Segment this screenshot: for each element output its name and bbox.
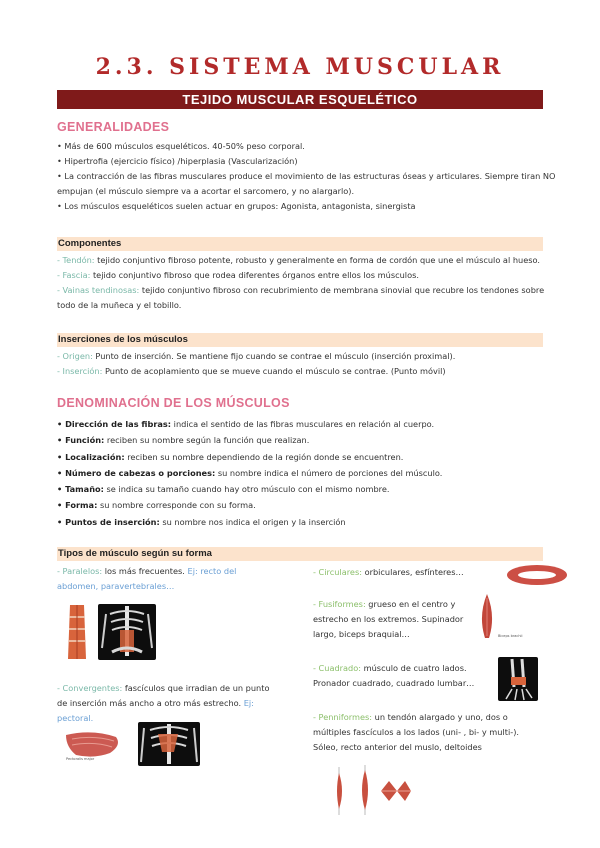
componentes-item	[57, 253, 545, 268]
generalidades-line: • Más de 600 músculos esqueléticos. 40-50% peso corporal.	[57, 141, 305, 151]
term: - Tendón:	[57, 255, 95, 265]
term: - Cuadrado:	[313, 663, 362, 673]
tipos-heading: Tipos de músculo según su forma	[57, 547, 543, 561]
pronator-quadratus-image	[498, 657, 538, 701]
componentes-item	[57, 268, 545, 283]
generalidades-line: • La contracción de las fibras musculares produce el movimiento de las estructuras óseas y articulares. Siempre tiran NO	[57, 171, 556, 181]
multipennate-illustration	[379, 778, 413, 804]
denominacion-item	[57, 514, 545, 530]
definition: su nombre indica el número de porciones del músculo.	[215, 467, 443, 478]
rectus-abdominis-illustration	[64, 603, 90, 661]
definition: músculo de cuatro lados. Pronador cuadrado, cuadrado lumbar…	[313, 663, 475, 688]
convergentes-text	[57, 681, 282, 726]
denominacion-item	[57, 481, 545, 497]
cuadrado-text	[313, 661, 483, 691]
term: • Forma:	[57, 500, 98, 511]
definition: Punto de inserción. Se mantiene fijo cuando se contrae el músculo (inserción proximal).	[92, 351, 456, 361]
section-banner: TEJIDO MUSCULAR ESQUELÉTICO	[57, 90, 543, 109]
definition: indica el sentido de las fibras musculares en relación al cuerpo.	[171, 419, 435, 429]
term: - Convergentes:	[57, 683, 123, 693]
definition: se indica su tamaño cuando hay otro músculo con el mismo nombre.	[103, 484, 390, 495]
definition: su nombre corresponde con su forma.	[97, 500, 256, 511]
definition: reciben su nombre dependiendo de la región donde se encuentren.	[124, 451, 404, 462]
term: • Dirección de las fibras:	[57, 419, 172, 429]
term: - Circulares:	[313, 567, 362, 577]
definition: fascículos que irradian de un punto de inserción más ancho a otro más estrecho.	[57, 683, 270, 708]
inserciones-item	[57, 349, 545, 364]
term: • Localización:	[57, 451, 125, 462]
definition: tejido conjuntivo fibroso que rodea diferentes órganos entre ellos los músculos.	[90, 270, 419, 280]
term: - Paralelos:	[57, 566, 103, 576]
page-title: 2.3. SISTEMA MUSCULAR	[95, 54, 505, 80]
biceps-illustration	[478, 594, 496, 640]
denominacion-item	[57, 416, 545, 432]
definition: un tendón alargado y uno, dos o múltiples fascículos a los lados (uni- , bi- y multi-). Sóleo, recto anterior del muslo, deltoides	[313, 712, 519, 752]
term: - Vainas tendinosas:	[57, 285, 140, 295]
term: - Inserción:	[57, 366, 103, 376]
denominacion-item	[57, 497, 545, 513]
skeleton-paralelos-image	[98, 604, 156, 660]
biceps-caption: Biceps brachii	[498, 634, 523, 638]
bipennate-illustration	[359, 765, 371, 815]
orbicularis-illustration	[505, 563, 569, 587]
inserciones-heading: Inserciones de los músculos	[57, 333, 543, 347]
definition: grueso en el centro y estrecho en los extremos. Supinador largo, biceps braquial…	[313, 599, 464, 639]
denominacion-item	[57, 465, 545, 481]
inserciones-list	[57, 349, 545, 379]
unipennate-illustration	[333, 767, 345, 815]
example: Ej: pectoral.	[57, 698, 254, 723]
paralelos-text	[57, 564, 277, 594]
term: • Función:	[57, 435, 105, 446]
term: - Fascia:	[57, 270, 91, 280]
denominacion-item	[57, 432, 545, 448]
generalidades-line: • Los músculos esqueléticos suelen actuar en grupos: Agonista, antagonista, sinergista	[57, 201, 416, 211]
fusiformes-text	[313, 597, 473, 642]
componentes-list	[57, 253, 545, 313]
componentes-item	[57, 283, 545, 313]
inserciones-item	[57, 364, 545, 379]
denominacion-heading: DENOMINACIÓN DE LOS MÚSCULOS	[57, 396, 290, 410]
term: • Número de cabezas o porciones:	[57, 467, 216, 478]
circulares-text	[313, 565, 498, 580]
generalidades-line: empujan (el músculo siempre va a acortar el sarcomero, y no alargarlo).	[57, 186, 355, 196]
generalidades-list	[57, 139, 556, 214]
generalidades-line: • Hipertrofia (ejercicio físico) /hiperplasia (Vascularización)	[57, 156, 298, 166]
term: - Fusiformes:	[313, 599, 366, 609]
example: Ej: recto del abdomen, paravertebrales…	[57, 566, 237, 591]
penniformes-text	[313, 710, 543, 755]
generalidades-heading: GENERALIDADES	[57, 120, 170, 134]
denominacion-item	[57, 449, 545, 465]
pectoral-caption: Pectoralis major	[66, 757, 95, 761]
skeleton-convergentes-image	[138, 722, 200, 766]
term: • Tamaño:	[57, 484, 104, 495]
definition: tejido conjuntivo fibroso potente, robusto y generalmente en forma de cordón que une el músculo al hueso.	[94, 255, 540, 265]
term: - Penniformes:	[313, 712, 373, 722]
denominacion-list	[57, 416, 545, 530]
definition: su nombre nos indica el origen y la inserción	[159, 516, 346, 527]
definition: tejido conjuntivo fibroso con recubrimiento de membrana sinovial que recubre los tendones sobre todo de la muñeca y el tobillo.	[57, 285, 545, 310]
componentes-heading: Componentes	[57, 237, 543, 251]
definition: orbiculares, esfínteres…	[361, 567, 464, 577]
term: - Origen:	[57, 351, 93, 361]
definition: Punto de acoplamiento que se mueve cuando el músculo se contrae. (Punto móvil)	[102, 366, 446, 376]
definition: los más frecuentes.	[102, 566, 188, 576]
definition: reciben su nombre según la función que realizan.	[104, 435, 310, 446]
term: • Puntos de inserción:	[57, 516, 160, 527]
